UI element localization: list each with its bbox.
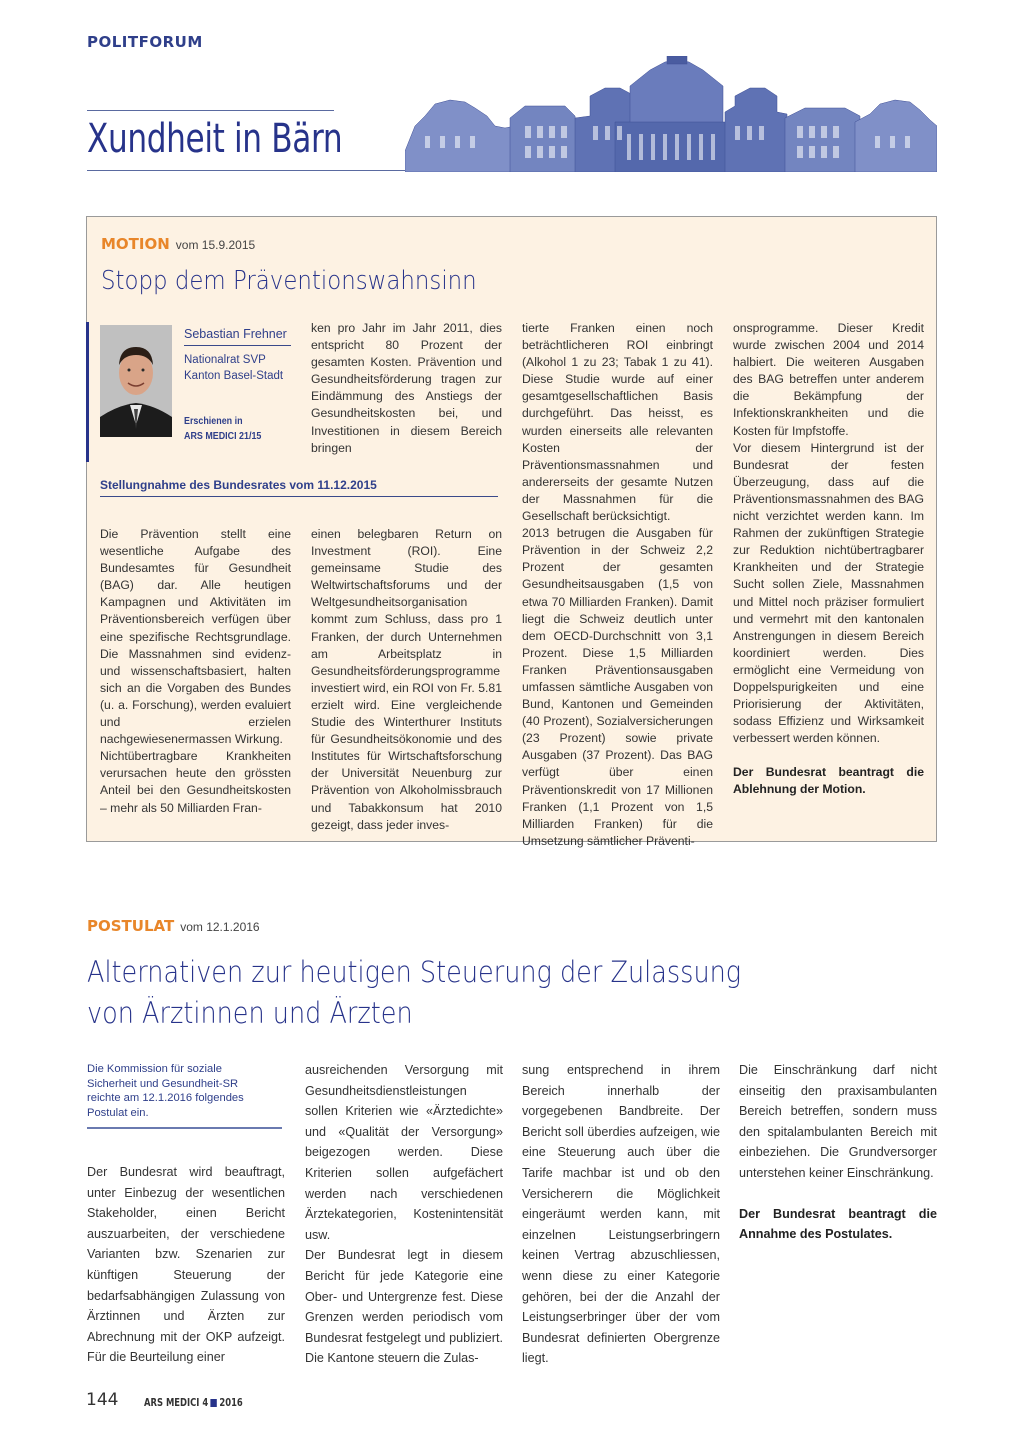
motion-col3-text: tierte Franken einen noch beträchtlicheren ROI einbringt (Alkohol 1 zu 23; Tabak 1 zu 41). Diese Studie wurde auf einer gesamtgesellschaftlichen Basis durchgeführt. Das heisst, es wurden einerseits alle relevanten Kosten der Präventionsmassnahmen und andererseits der gesamte Nutzen der Massnahmen für die Gesellschaft berücksichtigt. <box>522 321 713 524</box>
author-name: Sebastian Frehner <box>184 327 287 341</box>
postulat-col3 <box>522 1060 720 1369</box>
motion-col3 <box>522 320 713 850</box>
statement-heading: Stellungnahme des Bundesrates vom 11.12.2015 <box>100 478 377 492</box>
magazine-name: ARS MEDICI 4 <box>144 1397 209 1409</box>
section-label: POLITFORUM <box>87 33 203 51</box>
motion-col2-lower <box>311 526 502 834</box>
motion-col3-p2: 2013 betrugen die Ausgaben für Prävention in der Schweiz 2,2 Prozent der gesamten Gesundheitsausgaben (1,5 von etwa 70 Milliarden Franken). Damit liegt die Schweiz deutlich unter dem OECD-Durchschnitt von 3,1 Prozent. Diese 1,5 Milliarden Franken Präventionsausgaben umfassen sämtliche Ausgaben von Bund, Kantonen und Gemeinden (40 Prozent), Sozialversicherungen (23 Prozent) sowie private Ausgaben (37 Prozent). Das BAG verfügt über einen Präventionskredit von 17 Millionen Franken (1,1 Prozent von 1,5 Milliarden Franken) für die Umsetzung sämtlicher Präventi- <box>522 526 713 848</box>
postulat-type-label: POSTULAT <box>87 917 175 935</box>
motion-title: Stopp dem Präventionswahnsinn <box>101 266 477 296</box>
postulat-col4 <box>739 1060 937 1245</box>
motion-col2-lower-text: einen belegbaren Return on Investment (ROI). Eine gemeinsame Studie des Weltwirtschaftsforums und der Weltgesundheitsorganisation kommt zum Schluss, dass pro 1 Franken, der durch Unternehmen am Arbeitsplatz in Gesundheitsförderungsprogramme investiert wird, ein ROI von Fr. 5.81 erzielt wird. Eine vergleichende Studie des Winterthurer Instituts für Gesundheitsökonomie und des Institutes für Wirtschaftsforschung der Universität Neuenburg zur Prävention von Alkoholmissbrauch und Tabakkonsum hat 2010 gezeigt, dass jeder inves- <box>311 527 502 832</box>
postulat-col2-text: ausreichenden Versorgung mit Gesundheitsdienstleistungen sollen Kriterien wie «Ärztedichte» und «Qualität der Versorgung» beigezogen werden. Diese Kriterien sollen aufgefächert werden nach verschiedenen Ärztekategorien, Kostenintensität usw. <box>305 1063 503 1242</box>
page-number: 144 <box>86 1390 119 1410</box>
parliament-building-illustration <box>405 56 937 172</box>
footer-magazine <box>144 1397 243 1409</box>
motion-col2-upper <box>311 320 502 457</box>
motion-conclusion: Der Bundesrat beantragt die Ablehnung der Motion. <box>733 765 924 797</box>
author-photo <box>100 325 172 437</box>
postulat-date: vom 12.1.2016 <box>180 920 260 934</box>
page-title: Xundheit in Bärn <box>87 116 343 162</box>
motion-type-line <box>101 235 255 254</box>
motion-col1-text: Die Prävention stellt eine wesentliche Aufgabe des Bundesamtes für Gesundheit (BAG) dar. Alle heutigen Kampagnen und Aktivitäten im Präventionsbereich verfügen über eine spezifische Rechtsgrundlage. Die Massnahmen sind evidenz- und wissenschaftsbasiert, halten sich an die Vorgaben des Bundes (u. a. Forschung), werden evaluiert und erzielen nachgewiesenermassen Wirkung. <box>100 527 291 747</box>
published-in: ARS MEDICI 21/15 <box>184 430 262 442</box>
author-accent-bar <box>86 322 89 462</box>
motion-col4-text: onsprogramme. Dieser Kredit wurde zwischen 2004 und 2014 halbiert. Die weiteren Ausgaben des BAG betreffen unter anderem die Bekämpfung der Infektionskrankheiten und die Kosten für Impfstoffe. <box>733 321 924 438</box>
motion-col2-text: ken pro Jahr im Jahr 2011, dies entspricht 80 Prozent der gesamten Kosten. Prävention und Gesundheitsförderung tragen zur Eindämmung des Anstiegs der Gesundheitskosten bei, und Investitionen in diesem Bereich bringen <box>311 321 502 455</box>
postulat-col1 <box>87 1162 285 1368</box>
magazine-year: 2016 <box>219 1397 243 1409</box>
postulat-title-line2: von Ärztinnen und Ärzten <box>87 996 413 1030</box>
postulat-conclusion: Der Bundesrat beantragt die Annahme des Postulates. <box>739 1206 937 1242</box>
title-top-rule <box>87 110 334 111</box>
postulat-col2-p2: Der Bundesrat legt in diesem Bericht für jede Kategorie eine Ober- und Untergrenze fest. Diese Grenzen werden periodisch vom Bundesrat festgelegt und publiziert. Die Kantone steuern die Zulas- <box>305 1248 503 1366</box>
motion-date: vom 15.9.2015 <box>175 238 256 252</box>
motion-col4-p2: Vor diesem Hintergrund ist der Bundesrat der festen Überzeugung, dass auf die Präventionsmassnahmen des BAG nicht verzichtet werden kann. Im Rahmen der zukünftigen Strategie zur Reduktion nichtübertragbarer Krankheiten und der Strategie Sucht sollen Ziele, Massnahmen und Mittel noch präziser formuliert und vermehrt mit den kantonalen Anstrengungen in diesem Bereich koordiniert werden. Dies ermöglicht eine Vermeidung von Doppelspurigkeiten und eine Priorisierung der Aktivitäten, sodass Effizienz und Wirksamkeit verbessert werden können. <box>733 440 924 746</box>
postulat-col3-text: sung entsprechend in ihrem Bereich innerhalb der vorgegebenen Bandbreite. Der Bericht soll überdies aufzeigen, wie eine Steuerung auch über die Tarife machbar ist und ob den Versicherern die Möglichkeit eingeräumt werden kann, mit einzelnen Leistungserbringern keinen Vertrag abzuschliessen, wenn diese zu einer Kategorie gehören, bei der die Anzahl der Leistungserbringer über der vom Bundesrat definierten Obergrenze liegt. <box>522 1063 720 1366</box>
motion-col1-p2: Nichtübertragbare Krankheiten verursachen heute den grössten Anteil bei den Gesundheitskosten – mehr als 50 Milliarden Fran- <box>100 749 291 815</box>
postulat-type-line <box>87 917 260 936</box>
motion-col1 <box>100 526 291 817</box>
postulat-col1-text: Der Bundesrat wird beauftragt, unter Einbezug der wesentlichen Stakeholder, einen Bericht auszuarbeiten, der verschiedene Varianten bzw. Szenarien zur künftigen Steuerung der bedarfsabhängigen Zulassung von Ärztinnen und Ärzten zur Abrechnung mit der OKP aufzeigt. Für die Beurteilung einer <box>87 1165 285 1365</box>
author-name-rule <box>184 345 291 346</box>
postulat-intro-rule <box>87 1127 282 1129</box>
published-label: Erschienen in <box>184 415 243 427</box>
postulat-col2 <box>305 1060 503 1369</box>
author-canton: Kanton Basel-Stadt <box>184 370 284 382</box>
postulat-title-line1: Alternativen zur heutigen Steuerung der Zulassung <box>87 955 742 989</box>
postulat-col4-text: Die Einschränkung darf nicht einseitig den praxisambulanten Bereich betreffen, sondern muss den spitalambulanten Bereich mit einbeziehen. Die Grundversorger unterstehen keiner Einschränkung. <box>739 1063 937 1180</box>
square-separator-icon <box>211 1399 217 1407</box>
statement-rule <box>100 496 498 497</box>
motion-type-label: MOTION <box>101 235 170 253</box>
postulat-intro: Die Kommission für soziale Sicherheit und Gesundheit-SR reichte am 12.1.2016 folgendes Postulat ein. <box>87 1063 244 1119</box>
author-role: Nationalrat SVP <box>184 354 266 366</box>
motion-col4 <box>733 320 924 799</box>
